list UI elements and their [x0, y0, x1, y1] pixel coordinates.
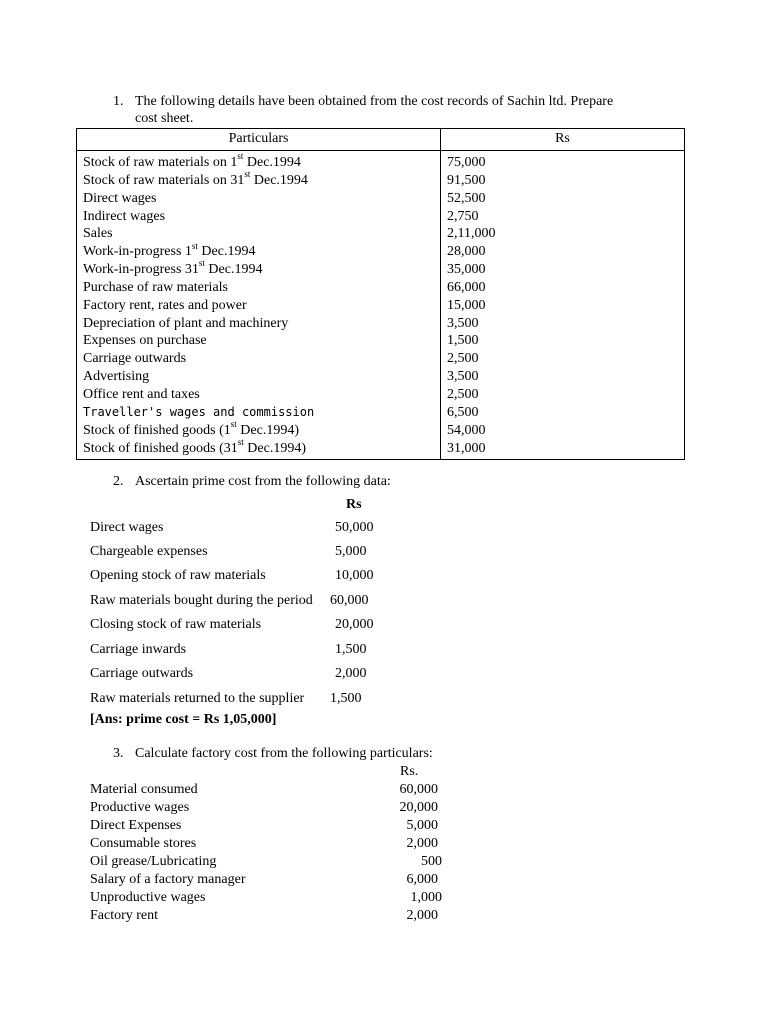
q1-row-value: 3,500 — [447, 369, 479, 385]
q1-row-label: Sales — [83, 226, 113, 242]
q3-row-value: 20,000 — [399, 800, 438, 815]
q1-row-label: Stock of raw materials on 31st Dec.1994 — [83, 169, 308, 188]
q1-row-label: Direct wages — [83, 190, 157, 206]
q3-row-value: 1,000 — [410, 890, 442, 905]
q3-row-value: 2,000 — [406, 908, 438, 923]
q2-row-value: 10,000 — [335, 568, 374, 583]
q2-row-label: Carriage inwards — [90, 642, 187, 657]
q3-row — [90, 871, 440, 889]
q3-row — [90, 835, 440, 853]
q2-row-value: 1,500 — [335, 642, 367, 657]
q3-number: 3. — [113, 746, 124, 761]
q3-heading — [113, 745, 433, 763]
q2-row — [90, 567, 410, 587]
q1-values-column — [441, 151, 685, 460]
q2-row-label: Raw materials bought during the period — [90, 593, 313, 608]
q1-row-value: 2,11,000 — [447, 226, 496, 242]
q3-row-label: Unproductive wages — [90, 890, 206, 905]
q1-table — [76, 128, 685, 460]
q1-row-value: 75,000 — [447, 155, 486, 170]
q1-particulars-column — [77, 151, 441, 460]
q1-row-value: 2,500 — [447, 386, 479, 402]
q3-row-label: Salary of a factory manager — [90, 872, 246, 887]
q1-row-label: Office rent and taxes — [83, 386, 200, 402]
q2-row-label: Closing stock of raw materials — [90, 617, 262, 632]
q2-row — [90, 690, 410, 710]
q1-row-value: 35,000 — [447, 262, 486, 278]
q2-row-value: 60,000 — [330, 593, 369, 608]
q2-row — [90, 641, 410, 661]
q2-row — [90, 543, 410, 563]
q1-row-label: Work-in-progress 1st Dec.1994 — [83, 240, 256, 260]
q3-row-value: 6,000 — [406, 872, 438, 887]
q2-row — [90, 519, 410, 539]
q3-row — [90, 799, 440, 817]
q1-header-rs: Rs — [441, 129, 685, 151]
q3-row-label: Direct Expenses — [90, 818, 182, 833]
q1-row-label: Advertising — [83, 369, 150, 385]
q3-row-label: Productive wages — [90, 800, 190, 815]
q2-heading — [113, 473, 391, 491]
q1-header-particulars: Particulars — [77, 129, 441, 151]
q3-row — [90, 817, 440, 835]
q2-text: Ascertain prime cost from the following data: — [135, 474, 391, 489]
q3-row-label: Oil grease/Lubricating — [90, 854, 217, 869]
q3-header-rs: Rs. — [400, 764, 419, 779]
q3-row-value: 60,000 — [399, 782, 438, 797]
q1-row-label: Traveller's wages and commission — [83, 404, 315, 419]
q2-row-value: 20,000 — [335, 617, 374, 632]
q3-row-value: 2,000 — [406, 836, 438, 851]
q3-row — [90, 781, 440, 799]
q1-table-header-row — [77, 129, 685, 151]
q2-row-value: 2,000 — [335, 666, 367, 681]
q2-number: 2. — [113, 474, 124, 489]
q1-row-label: Factory rent, rates and power — [83, 297, 247, 313]
q3-row — [90, 853, 440, 871]
q1-text-line1: The following details have been obtained from the cost records of Sachin ltd. Prepare — [135, 94, 614, 109]
q1-row-value: 52,500 — [447, 190, 486, 206]
q1-row-value: 1,500 — [447, 333, 479, 349]
q2-answer: [Ans: prime cost = Rs 1,05,000] — [90, 712, 277, 727]
q1-row-label: Expenses on purchase — [83, 333, 207, 349]
q1-number: 1. — [113, 94, 124, 109]
q1-row-label: Indirect wages — [83, 208, 166, 224]
q1-row-value: 2,500 — [447, 351, 479, 367]
q1-row-value: 66,000 — [447, 279, 486, 295]
q2-row — [90, 592, 410, 612]
q1-row-value: 2,750 — [447, 208, 479, 224]
q2-row-value: 5,000 — [335, 544, 367, 559]
q2-row-value: 50,000 — [335, 520, 374, 535]
q2-row — [90, 665, 410, 685]
q1-row-label: Purchase of raw materials — [83, 279, 228, 295]
q1-row-value: 15,000 — [447, 297, 486, 313]
q1-row-value: 91,500 — [447, 172, 486, 188]
q1-row-value: 28,000 — [447, 244, 486, 260]
q1-row-value: 3,500 — [447, 315, 479, 331]
q2-row-label: Carriage outwards — [90, 666, 194, 681]
q2-row-label: Chargeable expenses — [90, 544, 208, 559]
q1-row-label: Depreciation of plant and machinery — [83, 315, 289, 331]
q1-row-value: 54,000 — [447, 422, 486, 438]
q1-text-line2: cost sheet. — [135, 111, 194, 126]
q3-row-label: Material consumed — [90, 782, 198, 797]
q2-row-label: Direct wages — [90, 520, 164, 535]
q1-row-value: 31,000 — [447, 440, 486, 456]
q3-row-label: Consumable stores — [90, 836, 197, 851]
q1-row-label: Work-in-progress 31st Dec.1994 — [83, 258, 263, 278]
q3-row — [90, 907, 440, 925]
q3-text: Calculate factory cost from the following particulars: — [135, 746, 433, 761]
q1-row-label: Stock of raw materials on 1st Dec.1994 — [83, 151, 301, 170]
q1-row-label: Stock of finished goods (1st Dec.1994) — [83, 419, 299, 438]
q1-row-value: 6,500 — [447, 404, 479, 420]
q3-row-value: 5,000 — [406, 818, 438, 833]
q1-row-label: Carriage outwards — [83, 351, 187, 367]
q1-row-label: Stock of finished goods (31st Dec.1994) — [83, 436, 306, 456]
q2-row-label: Opening stock of raw materials — [90, 568, 266, 583]
q2-header-rs: Rs — [346, 497, 362, 512]
q3-row-label: Factory rent — [90, 908, 159, 923]
q3-row — [90, 889, 440, 907]
q2-row-label: Raw materials returned to the supplier — [90, 691, 305, 706]
q2-row-value: 1,500 — [330, 691, 362, 706]
q3-row-value: 500 — [421, 854, 442, 869]
q2-row — [90, 616, 410, 636]
q1-heading — [113, 93, 613, 111]
q1-table-body-row — [77, 151, 685, 460]
